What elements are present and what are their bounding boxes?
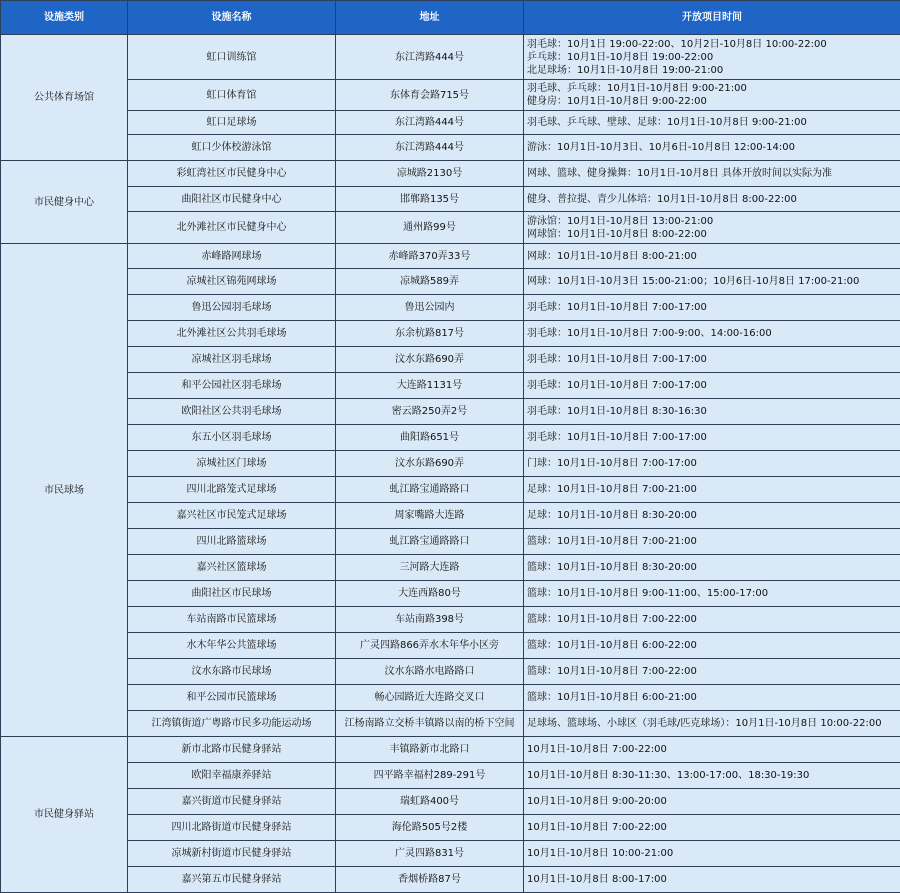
table-header-row <box>1 1 900 35</box>
hours-cell: 10月1日-10月8日 10:00-21:00 <box>524 841 900 867</box>
category-cell: 公共体育场馆 <box>1 35 128 161</box>
address-cell: 广灵四路866弄水木年华小区旁 <box>336 633 524 659</box>
facility-name-cell: 车站南路市民篮球场 <box>128 607 336 633</box>
hours-cell: 游泳：10月1日-10月3日、10月6日-10月8日 12:00-14:00 <box>524 135 900 161</box>
hours-cell: 篮球：10月1日-10月8日 7:00-22:00 <box>524 607 900 633</box>
address-cell: 丰镇路新市北路口 <box>336 737 524 763</box>
facility-name-cell: 虹口少体校游泳馆 <box>128 135 336 161</box>
hours-cell: 足球：10月1日-10月8日 7:00-21:00 <box>524 477 900 503</box>
table-body <box>1 35 900 893</box>
address-cell: 汶水东路690弄 <box>336 451 524 477</box>
hours-cell: 足球场、篮球场、小球区（羽毛球/匹克球场）：10月1日-10月8日 10:00-22:00 <box>524 711 900 737</box>
table-row <box>1 161 900 187</box>
table-row <box>1 477 900 503</box>
address-cell: 周家嘴路大连路 <box>336 503 524 529</box>
facility-name-cell: 虹口训练馆 <box>128 35 336 80</box>
facility-name-cell: 欧阳社区公共羽毛球场 <box>128 399 336 425</box>
address-cell: 虬江路宝通路路口 <box>336 477 524 503</box>
facility-name-cell: 四川北路街道市民健身驿站 <box>128 815 336 841</box>
hours-cell: 网球：10月1日-10月8日 8:00-21:00 <box>524 244 900 269</box>
header-hours: 开放项目时间 <box>524 1 900 35</box>
table-row <box>1 867 900 893</box>
facility-name-cell: 曲阳社区市民健身中心 <box>128 187 336 212</box>
facility-name-cell: 四川北路篮球场 <box>128 529 336 555</box>
hours-cell: 篮球：10月1日-10月8日 6:00-21:00 <box>524 685 900 711</box>
facility-name-cell: 凉城社区锦苑网球场 <box>128 269 336 295</box>
address-cell: 东体育会路715号 <box>336 80 524 111</box>
address-cell: 江杨南路立交桥丰镇路以南的桥下空间 <box>336 711 524 737</box>
table-row <box>1 244 900 269</box>
hours-cell: 篮球：10月1日-10月8日 9:00-11:00、15:00-17:00 <box>524 581 900 607</box>
address-cell: 广灵四路831号 <box>336 841 524 867</box>
hours-cell: 篮球：10月1日-10月8日 7:00-21:00 <box>524 529 900 555</box>
hours-cell: 羽毛球：10月1日-10月8日 7:00-17:00 <box>524 425 900 451</box>
hours-cell: 10月1日-10月8日 7:00-22:00 <box>524 737 900 763</box>
facility-name-cell: 凉城社区羽毛球场 <box>128 347 336 373</box>
facility-name-cell: 嘉兴街道市民健身驿站 <box>128 789 336 815</box>
header-category: 设施类别 <box>1 1 128 35</box>
address-cell: 邯郸路135号 <box>336 187 524 212</box>
table-row <box>1 111 900 135</box>
facility-name-cell: 嘉兴社区市民笼式足球场 <box>128 503 336 529</box>
address-cell: 东江湾路444号 <box>336 135 524 161</box>
table-row <box>1 425 900 451</box>
address-cell: 瑞虹路400号 <box>336 789 524 815</box>
address-cell: 东江湾路444号 <box>336 35 524 80</box>
address-cell: 东余杭路817号 <box>336 321 524 347</box>
facility-name-cell: 凉城新村街道市民健身驿站 <box>128 841 336 867</box>
table-row <box>1 295 900 321</box>
table-row <box>1 399 900 425</box>
address-cell: 四平路幸福村289-291号 <box>336 763 524 789</box>
address-cell: 车站南路398号 <box>336 607 524 633</box>
address-cell: 虬江路宝通路路口 <box>336 529 524 555</box>
table-row <box>1 187 900 212</box>
facility-name-cell: 北外滩社区公共羽毛球场 <box>128 321 336 347</box>
hours-cell: 10月1日-10月8日 8:00-17:00 <box>524 867 900 893</box>
table-row <box>1 763 900 789</box>
table-row <box>1 659 900 685</box>
facility-name-cell: 四川北路笼式足球场 <box>128 477 336 503</box>
address-cell: 凉城路589弄 <box>336 269 524 295</box>
facility-name-cell: 嘉兴社区篮球场 <box>128 555 336 581</box>
address-cell: 大连西路80号 <box>336 581 524 607</box>
address-cell: 畅心园路近大连路交叉口 <box>336 685 524 711</box>
category-cell: 市民球场 <box>1 244 128 737</box>
facility-name-cell: 东五小区羽毛球场 <box>128 425 336 451</box>
hours-cell: 健身、普拉提、青少儿体培：10月1日-10月8日 8:00-22:00 <box>524 187 900 212</box>
hours-cell: 羽毛球：10月1日-10月8日 7:00-17:00 <box>524 347 900 373</box>
hours-cell: 网球：10月1日-10月3日 15:00-21:00；10月6日-10月8日 17:00-21:00 <box>524 269 900 295</box>
header-address: 地址 <box>336 1 524 35</box>
hours-cell: 10月1日-10月8日 7:00-22:00 <box>524 815 900 841</box>
facility-name-cell: 赤峰路网球场 <box>128 244 336 269</box>
address-cell: 汶水东路水电路路口 <box>336 659 524 685</box>
address-cell: 东江湾路444号 <box>336 111 524 135</box>
facility-name-cell: 虹口体育馆 <box>128 80 336 111</box>
table-row <box>1 633 900 659</box>
hours-cell: 羽毛球：10月1日-10月8日 7:00-17:00 <box>524 295 900 321</box>
hours-cell: 10月1日-10月8日 8:30-11:30、13:00-17:00、18:30-19:30 <box>524 763 900 789</box>
address-cell: 凉城路2130号 <box>336 161 524 187</box>
table-row <box>1 269 900 295</box>
address-cell: 曲阳路651号 <box>336 425 524 451</box>
facility-name-cell: 欧阳幸福康养驿站 <box>128 763 336 789</box>
address-cell: 汶水东路690弄 <box>336 347 524 373</box>
hours-cell: 门球：10月1日-10月8日 7:00-17:00 <box>524 451 900 477</box>
table-row <box>1 815 900 841</box>
hours-cell: 羽毛球：10月1日 19:00-22:00、10月2日-10月8日 10:00-22:00 乒乓球：10月1日-10月8日 19:00-22:00 北足球场：10月1日-10月8日 19:00-21:00 <box>524 35 900 80</box>
hours-cell: 羽毛球、乒乓球、壁球、足球：10月1日-10月8日 9:00-21:00 <box>524 111 900 135</box>
table-row <box>1 555 900 581</box>
hours-cell: 足球：10月1日-10月8日 8:30-20:00 <box>524 503 900 529</box>
facility-name-cell: 和平公园社区羽毛球场 <box>128 373 336 399</box>
hours-cell: 游泳馆：10月1日-10月8日 13:00-21:00 网球馆：10月1日-10月8日 8:00-22:00 <box>524 212 900 244</box>
address-cell: 赤峰路370弄33号 <box>336 244 524 269</box>
facility-name-cell: 嘉兴第五市民健身驿站 <box>128 867 336 893</box>
facility-name-cell: 彩虹湾社区市民健身中心 <box>128 161 336 187</box>
address-cell: 海伦路505号2楼 <box>336 815 524 841</box>
facility-name-cell: 新市北路市民健身驿站 <box>128 737 336 763</box>
category-cell: 市民健身驿站 <box>1 737 128 893</box>
table-row <box>1 347 900 373</box>
facility-name-cell: 汶水东路市民球场 <box>128 659 336 685</box>
table-row <box>1 529 900 555</box>
address-cell: 鲁迅公园内 <box>336 295 524 321</box>
hours-cell: 篮球：10月1日-10月8日 8:30-20:00 <box>524 555 900 581</box>
address-cell: 大连路1131号 <box>336 373 524 399</box>
table-row <box>1 685 900 711</box>
hours-cell: 羽毛球、乒乓球：10月1日-10月8日 9:00-21:00 健身房：10月1日-10月8日 9:00-22:00 <box>524 80 900 111</box>
table-row <box>1 789 900 815</box>
table-row <box>1 711 900 737</box>
table-row <box>1 321 900 347</box>
facility-name-cell: 鲁迅公园羽毛球场 <box>128 295 336 321</box>
hours-cell: 篮球：10月1日-10月8日 6:00-22:00 <box>524 633 900 659</box>
address-cell: 三河路大连路 <box>336 555 524 581</box>
facility-name-cell: 凉城社区门球场 <box>128 451 336 477</box>
address-cell: 密云路250弄2号 <box>336 399 524 425</box>
address-cell: 通州路99号 <box>336 212 524 244</box>
table-row <box>1 373 900 399</box>
table-row <box>1 581 900 607</box>
table-row <box>1 451 900 477</box>
hours-cell: 网球、篮球、健身操舞：10月1日-10月8日 具体开放时间以实际为准 <box>524 161 900 187</box>
facility-name-cell: 和平公园市民篮球场 <box>128 685 336 711</box>
table-row <box>1 737 900 763</box>
hours-cell: 篮球：10月1日-10月8日 7:00-22:00 <box>524 659 900 685</box>
facility-name-cell: 江湾镇街道广粤路市民多功能运动场 <box>128 711 336 737</box>
hours-cell: 羽毛球：10月1日-10月8日 7:00-9:00、14:00-16:00 <box>524 321 900 347</box>
category-cell: 市民健身中心 <box>1 161 128 244</box>
table-row <box>1 841 900 867</box>
facility-name-cell: 水木年华公共篮球场 <box>128 633 336 659</box>
table-row <box>1 503 900 529</box>
hours-cell: 羽毛球：10月1日-10月8日 8:30-16:30 <box>524 399 900 425</box>
header-name: 设施名称 <box>128 1 336 35</box>
hours-cell: 10月1日-10月8日 9:00-20:00 <box>524 789 900 815</box>
address-cell: 香烟桥路87号 <box>336 867 524 893</box>
facility-name-cell: 北外滩社区市民健身中心 <box>128 212 336 244</box>
facility-name-cell: 曲阳社区市民球场 <box>128 581 336 607</box>
table-row <box>1 607 900 633</box>
table-row <box>1 35 900 80</box>
table-row <box>1 212 900 244</box>
table-row <box>1 135 900 161</box>
hours-cell: 羽毛球：10月1日-10月8日 7:00-17:00 <box>524 373 900 399</box>
table-row <box>1 80 900 111</box>
facility-name-cell: 虹口足球场 <box>128 111 336 135</box>
